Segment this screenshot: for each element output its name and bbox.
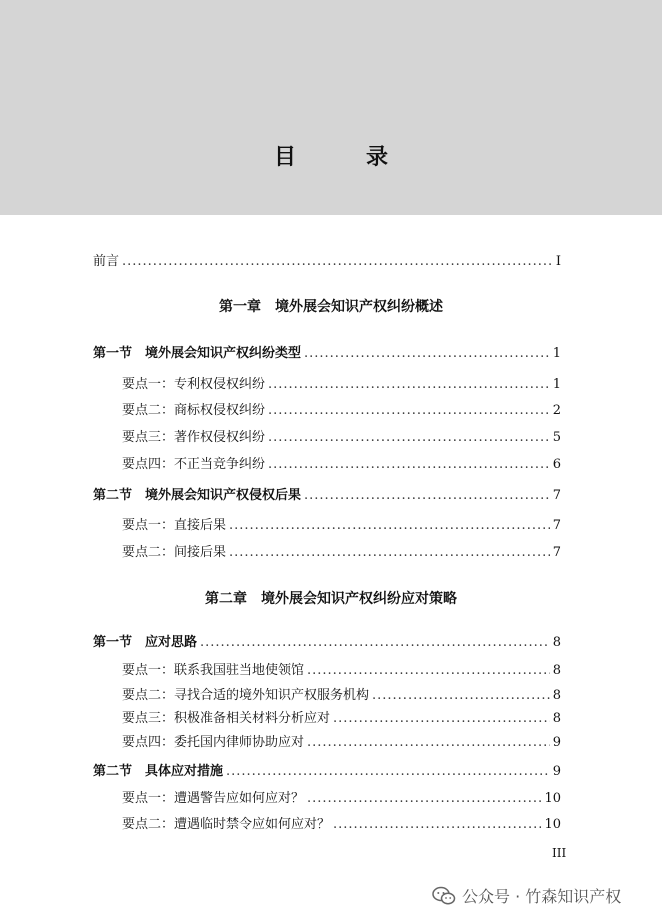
toc-entry-page: 6 (552, 457, 561, 472)
toc-entry-page: 2 (552, 403, 561, 418)
toc-entry-section[interactable] (93, 762, 561, 782)
toc-entry-page: 7 (552, 488, 561, 503)
toc-entry-page: 8 (552, 635, 561, 650)
dot-leader (226, 762, 550, 782)
toc-entry-label: 要点二：寻找合适的境外知识产权服务机构 (122, 688, 370, 703)
toc-entry-label: 要点一：遭遇警告应如何应对？ (122, 791, 305, 806)
dot-leader (304, 486, 550, 506)
toc-entry-point[interactable] (122, 661, 561, 681)
toc-entry-label: 要点四：委托国内律师协助应对 (122, 735, 305, 750)
toc-entry-label: 第二节 具体应对措施 (93, 764, 224, 779)
dot-leader (268, 428, 550, 448)
toc-entry-point[interactable] (122, 789, 561, 809)
toc-entry-page: 7 (552, 545, 561, 560)
toc-entry-page: 1 (552, 346, 561, 361)
toc-entry-page: 8 (552, 711, 561, 726)
dot-leader (229, 543, 550, 563)
dot-leader (200, 633, 550, 653)
toc-entry-label: 要点二：间接后果 (122, 545, 227, 560)
toc-entry-page: I (555, 254, 561, 269)
dot-leader (122, 252, 553, 272)
watermark-text: 公众号 · 竹森知识产权 (462, 887, 622, 906)
chapter-heading: 第二章 境外展会知识产权纠纷应对策略 (205, 591, 457, 607)
toc-entry-point[interactable] (122, 375, 561, 395)
dot-leader (307, 789, 541, 809)
toc-entry-page: 1 (552, 377, 561, 392)
toc-entry-label: 第一节 应对思路 (93, 635, 198, 650)
dot-leader (268, 401, 550, 421)
toc-entry-point[interactable] (122, 543, 561, 563)
toc-entry-label: 要点一：专利权侵权纠纷 (122, 377, 266, 392)
toc-entry-section[interactable] (93, 633, 561, 653)
toc-entry-label: 要点三：积极准备相关材料分析应对 (122, 711, 331, 726)
toc-entry-preface[interactable] (93, 252, 561, 272)
toc-entry-page: 9 (552, 764, 561, 779)
toc-entry-page: 8 (552, 663, 561, 678)
toc-entry-page: 7 (552, 518, 561, 533)
toc-entry-point[interactable] (122, 815, 561, 835)
dot-leader (333, 815, 541, 835)
header-band (0, 0, 662, 215)
toc-entry-label: 第一节 境外展会知识产权纠纷类型 (93, 346, 302, 361)
dot-leader (268, 455, 550, 475)
toc-entry-label: 要点三：著作权侵权纠纷 (122, 430, 266, 445)
toc-entry-page: 10 (544, 791, 561, 806)
toc-entry-point[interactable] (122, 516, 561, 536)
toc-entry-label: 要点四：不正当竞争纠纷 (122, 457, 266, 472)
toc-entry-page: 8 (552, 688, 561, 703)
toc-entry-page: 5 (552, 430, 561, 445)
wechat-icon (432, 886, 456, 906)
toc-entry-point[interactable] (122, 733, 561, 753)
toc-entry-label: 要点一：联系我国驻当地使领馆 (122, 663, 305, 678)
toc-entry-point[interactable] (122, 428, 561, 448)
toc-entry-point[interactable] (122, 686, 561, 706)
toc-entry-label: 第二节 境外展会知识产权侵权后果 (93, 488, 302, 503)
toc-entry-point[interactable] (122, 455, 561, 475)
dot-leader (307, 733, 550, 753)
toc-entry-label: 前言 (93, 254, 120, 269)
dot-leader (333, 709, 550, 729)
chapter-heading: 第一章 境外展会知识产权纠纷概述 (219, 299, 443, 315)
dot-leader (307, 661, 550, 681)
dot-leader (372, 686, 550, 706)
toc-entry-point[interactable] (122, 709, 561, 729)
toc-entry-label: 要点二：遭遇临时禁令应如何应对？ (122, 817, 331, 832)
dot-leader (304, 344, 550, 364)
page-number: III (552, 846, 567, 860)
page-title: 目 录 (273, 145, 412, 170)
toc-entry-label: 要点一：直接后果 (122, 518, 227, 533)
toc-entry-section[interactable] (93, 344, 561, 364)
toc-entry-label: 要点二：商标权侵权纠纷 (122, 403, 266, 418)
watermark (432, 884, 621, 907)
dot-leader (268, 375, 550, 395)
toc-entry-page: 9 (552, 735, 561, 750)
dot-leader (229, 516, 550, 536)
toc-entry-page: 10 (544, 817, 561, 832)
toc-entry-point[interactable] (122, 401, 561, 421)
toc-entry-section[interactable] (93, 486, 561, 506)
